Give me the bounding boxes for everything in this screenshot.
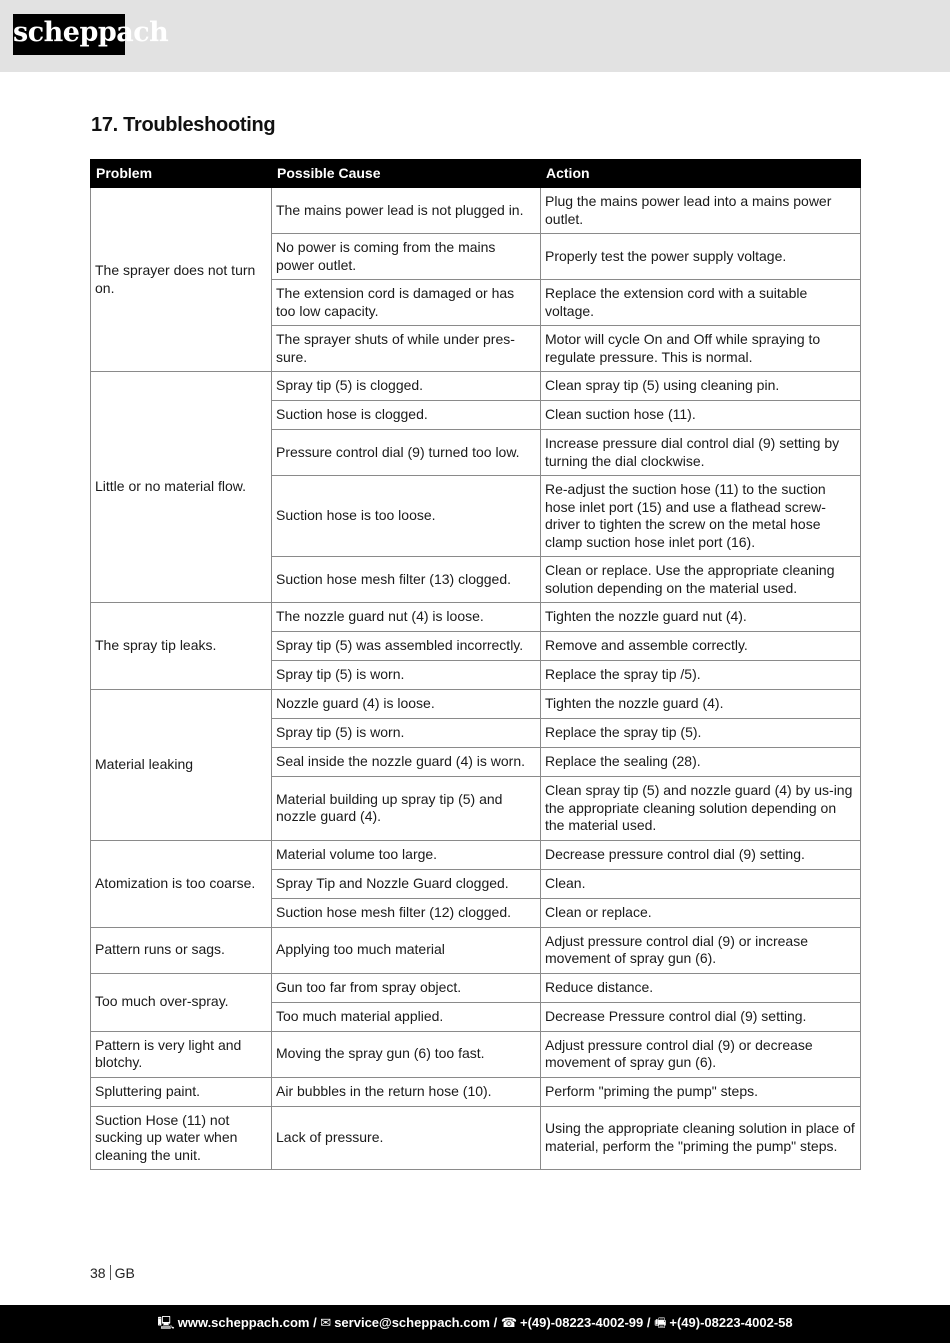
problem-cell: Spluttering paint. [91,1077,272,1106]
action-cell: Adjust pressure control dial (9) or increase movement of spray gun (6). [541,927,861,973]
cause-cell: Suction hose is too loose. [272,476,541,557]
action-cell: Tighten the nozzle guard (4). [541,690,861,719]
action-cell: Using the appropriate cleaning solution in place of material, perform the "priming the pump" steps. [541,1106,861,1170]
email-link[interactable]: service@scheppach.com [334,1315,490,1330]
cause-cell: Nozzle guard (4) is loose. [272,690,541,719]
cause-cell: The extension cord is damaged or has too low capacity. [272,280,541,326]
page-number-label [90,1265,135,1281]
table-header-row [91,160,861,188]
action-cell: Replace the extension cord with a suitable voltage. [541,280,861,326]
page-number: 38 [90,1265,106,1281]
table-row [91,973,861,1002]
action-cell: Decrease Pressure control dial (9) setting. [541,1002,861,1031]
cause-cell: The nozzle guard nut (4) is loose. [272,603,541,632]
action-cell: Increase pressure dial control dial (9) setting by turning the dial clockwise. [541,430,861,476]
table-row [91,188,861,234]
action-cell: Plug the mains power lead into a mains power outlet. [541,188,861,234]
cause-cell: Suction hose is clogged. [272,401,541,430]
action-cell: Replace the spray tip /5). [541,661,861,690]
cause-cell: Pressure control dial (9) turned too low. [272,430,541,476]
phone-icon: ☎ [500,1315,518,1330]
cause-cell: Too much material applied. [272,1002,541,1031]
language-code: GB [114,1265,135,1281]
cause-cell: Spray tip (5) is worn. [272,661,541,690]
action-cell: Replace the sealing (28). [541,748,861,777]
cause-cell: Spray tip (5) is clogged. [272,372,541,401]
header-band [0,0,950,72]
table-row [91,927,861,973]
cause-cell: Spray tip (5) is worn. [272,719,541,748]
action-cell: Clean suction hose (11). [541,401,861,430]
problem-cell: Material leaking [91,690,272,841]
cause-cell: The sprayer shuts of while under pres-sure. [272,326,541,372]
website-link[interactable]: www.scheppach.com [177,1315,310,1330]
action-cell: Clean spray tip (5) using cleaning pin. [541,372,861,401]
action-cell: Clean spray tip (5) and nozzle guard (4) by us-ing the appropriate cleaning solution depending on the material used. [541,777,861,841]
footer-separator: / [643,1315,655,1330]
problem-cell: Little or no material flow. [91,372,272,603]
action-cell: Tighten the nozzle guard nut (4). [541,603,861,632]
action-cell: Remove and assemble correctly. [541,632,861,661]
cause-cell: The mains power lead is not plugged in. [272,188,541,234]
action-cell: Decrease pressure control dial (9) setting. [541,840,861,869]
action-cell: Clean or replace. Use the appropriate cleaning solution depending on the material used. [541,557,861,603]
cause-cell: Applying too much material [272,927,541,973]
action-cell: Properly test the power supply voltage. [541,234,861,280]
cause-cell: Gun too far from spray object. [272,973,541,1002]
action-cell: Replace the spray tip (5). [541,719,861,748]
cause-cell: Spray Tip and Nozzle Guard clogged. [272,869,541,898]
action-cell: Adjust pressure control dial (9) or decrease movement of spray gun (6). [541,1031,861,1077]
action-cell: Clean. [541,869,861,898]
page-divider [110,1265,111,1280]
contact-footer [0,1305,950,1343]
fax-number: +(49)-08223-4002-58 [669,1315,793,1330]
cause-cell: Material building up spray tip (5) and nozzle guard (4). [272,777,541,841]
table-row [91,1077,861,1106]
table-row [91,690,861,719]
problem-cell: Atomization is too coarse. [91,840,272,927]
table-body [91,188,861,1170]
cause-cell: Suction hose mesh filter (13) clogged. [272,557,541,603]
problem-cell: Pattern runs or sags. [91,927,272,973]
column-header-cause: Possible Cause [272,160,541,188]
problem-cell: Suction Hose (11) not sucking up water when cleaning the unit. [91,1106,272,1170]
table-row [91,603,861,632]
brand-logo: scheppach [13,14,125,55]
table-row [91,840,861,869]
cause-cell: Spray tip (5) was assembled incorrectly. [272,632,541,661]
table-row [91,372,861,401]
action-cell: Reduce distance. [541,973,861,1002]
cause-cell: Suction hose mesh filter (12) clogged. [272,898,541,927]
phone-number: +(49)-08223-4002-99 [520,1315,644,1330]
cause-cell: No power is coming from the mains power outlet. [272,234,541,280]
column-header-action: Action [541,160,861,188]
mail-icon: ✉ [320,1315,332,1330]
cause-cell: Air bubbles in the return hose (10). [272,1077,541,1106]
section-title: 17. Troubleshooting [91,114,276,136]
problem-cell: Too much over-spray. [91,973,272,1031]
cause-cell: Lack of pressure. [272,1106,541,1170]
cause-cell: Material volume too large. [272,840,541,869]
problem-cell: The sprayer does not turn on. [91,188,272,372]
table-row [91,1031,861,1077]
column-header-problem: Problem [91,160,272,188]
action-cell: Motor will cycle On and Off while spraying to regulate pressure. This is normal. [541,326,861,372]
troubleshooting-table [90,159,861,1170]
footer-separator: / [309,1315,321,1330]
problem-cell: The spray tip leaks. [91,603,272,690]
computer-icon: 🖳 [157,1315,175,1330]
action-cell: Re-adjust the suction hose (11) to the suction hose inlet port (15) and use a flathead screw-driver to tighten the screw on the metal hose clamp suction hose inlet port (16). [541,476,861,557]
action-cell: Clean or replace. [541,898,861,927]
cause-cell: Seal inside the nozzle guard (4) is worn. [272,748,541,777]
problem-cell: Pattern is very light and blotchy. [91,1031,272,1077]
table-row [91,1106,861,1170]
footer-separator: / [489,1315,501,1330]
cause-cell: Moving the spray gun (6) too fast. [272,1031,541,1077]
fax-icon: 🖷 [654,1315,667,1330]
action-cell: Perform "priming the pump" steps. [541,1077,861,1106]
